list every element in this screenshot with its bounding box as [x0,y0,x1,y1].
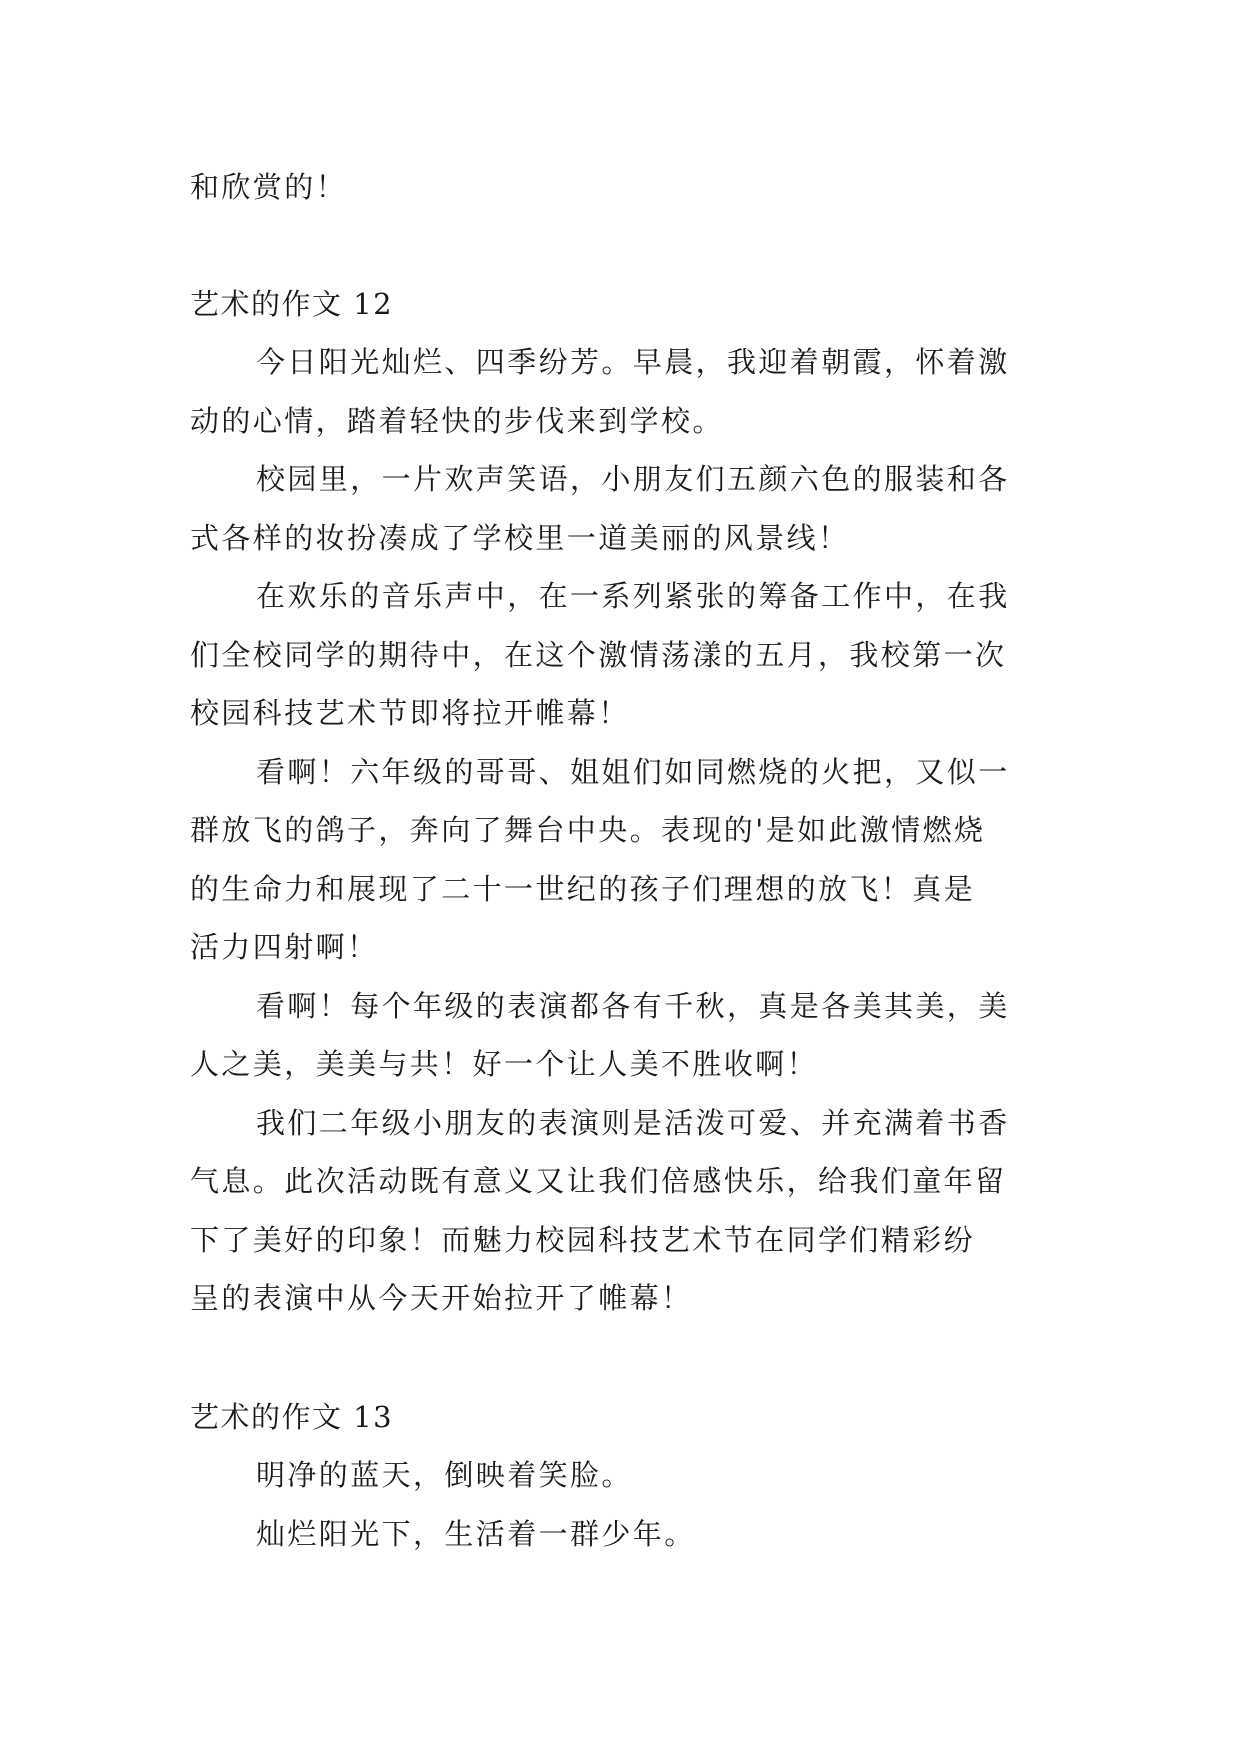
paragraph-line: 今日阳光灿烂、四季纷芳。早晨，我迎着朝霞，怀着激 [256,345,1010,379]
paragraph-line: 人之美，美美与共！好一个让人美不胜收啊！ [190,1047,819,1081]
paragraph [190,977,1052,1094]
paragraph [190,333,1052,450]
paragraph [190,1505,1052,1564]
paragraph [190,743,1052,977]
text-column [190,158,1052,1563]
paragraph-line: 动的心情，踏着轻快的步伐来到学校。 [190,403,724,438]
paragraph-line: 看啊！每个年级的表演都各有千秋，真是各美其美，美 [256,988,1010,1023]
paragraph-line: 的生命力和展现了二十一世纪的孩子们理想的放飞！真是 [190,871,976,906]
paragraph-line: 下了美好的印象！而魅力校园科技艺术节在同学们精彩纷 [190,1222,976,1257]
paragraph-line: 校园科技艺术节即将拉开帷幕！ [190,696,630,730]
paragraph [190,567,1052,743]
paragraph [190,1446,1052,1505]
paragraph-line: 在欢乐的音乐声中，在一系列紧张的筹备工作中，在我 [256,579,1010,613]
paragraph [190,1094,1052,1328]
paragraph [190,450,1052,567]
lead-line: 和欣赏的！ [190,170,348,204]
paragraph-line: 群放飞的鸽子，奔向了舞台中央。表现的'是如此激情燃烧 [190,813,986,847]
paragraph-line: 明净的蓝天，倒映着笑脸。 [256,1458,633,1492]
paragraph-line: 看啊！六年级的哥哥、姐姐们如同燃烧的火把，又似一 [256,754,1010,789]
paragraph-line: 气息。此次活动既有意义又让我们倍感快乐，给我们童年留 [190,1164,1007,1198]
paragraph-line: 校园里，一片欢声笑语，小朋友们五颜六色的服装和各 [256,462,1010,496]
paragraph-line: 活力四射啊！ [190,930,379,964]
section-heading: 艺术的作文 13 [190,1399,394,1434]
paragraph-line: 式各样的妆扮凑成了学校里一道美丽的风景线！ [190,520,850,555]
paragraph-line: 我们二年级小朋友的表演则是活泼可爱、并充满着书香 [256,1105,1010,1140]
paragraph-line: 们全校同学的期待中，在这个激情荡漾的五月，我校第一次 [190,637,1007,672]
paragraph-line: 呈的表演中从今天开始拉开了帷幕！ [190,1281,693,1315]
section-heading: 艺术的作文 12 [190,286,394,321]
paragraph-line: 灿烂阳光下，生活着一群少年。 [256,1516,696,1551]
